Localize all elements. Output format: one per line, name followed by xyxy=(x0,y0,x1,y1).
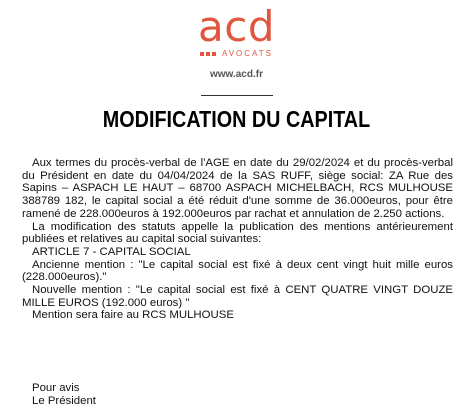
closing-line-avis: Pour avis xyxy=(32,382,80,394)
logo-subtitle: AVOCATS xyxy=(221,49,274,58)
closing-signature xyxy=(32,382,96,407)
paragraph-capital-reduction: Aux termes du procès-verbal de l'AGE en date du 29/02/2024 et du procès-verbal du Président en date du 04/04/2024 de la SAS RUFF, siège social: ZA Rue des Sapins – ASPACH LE HAUT – 68700 ASPACH MICHELBACH, RCS MULHOUSE 388789 182, le capital social a été réduit d'une somme de 36.000euros, pour être ramené de 228.000euros à 192.000euros par rachat et annulation de 2.250 actions. xyxy=(22,157,453,220)
website-url: www.acd.fr xyxy=(210,69,263,80)
paragraph-statutes: La modification des statuts appelle la publication des mentions antérieurement publiées et relatives au capital social suivantes: xyxy=(22,220,453,246)
divider xyxy=(201,95,273,96)
paragraph-old-mention: Ancienne mention : "Le capital social est fixé à deux cent vingt huit mille euros (228.000euros)." xyxy=(22,258,453,284)
logo-subtitle-row xyxy=(0,49,473,58)
page-title: MODIFICATION DU CAPITAL xyxy=(102,106,371,132)
paragraph-rcs: Mention sera faire au RCS MULHOUSE xyxy=(32,309,234,322)
paragraph-new-mention: Nouvelle mention : "Le capital social est fixé à CENT QUATRE VINGT DOUZE MILLE EUROS (192.000 euros) " xyxy=(22,284,453,309)
acd-logo xyxy=(0,2,473,58)
paragraph-article: ARTICLE 7 - CAPITAL SOCIAL xyxy=(32,245,191,258)
logo-squares-icon xyxy=(200,52,216,56)
notice-body xyxy=(22,157,453,322)
closing-line-president: Le Président xyxy=(32,394,96,407)
logo-wordmark: acd xyxy=(198,2,275,51)
